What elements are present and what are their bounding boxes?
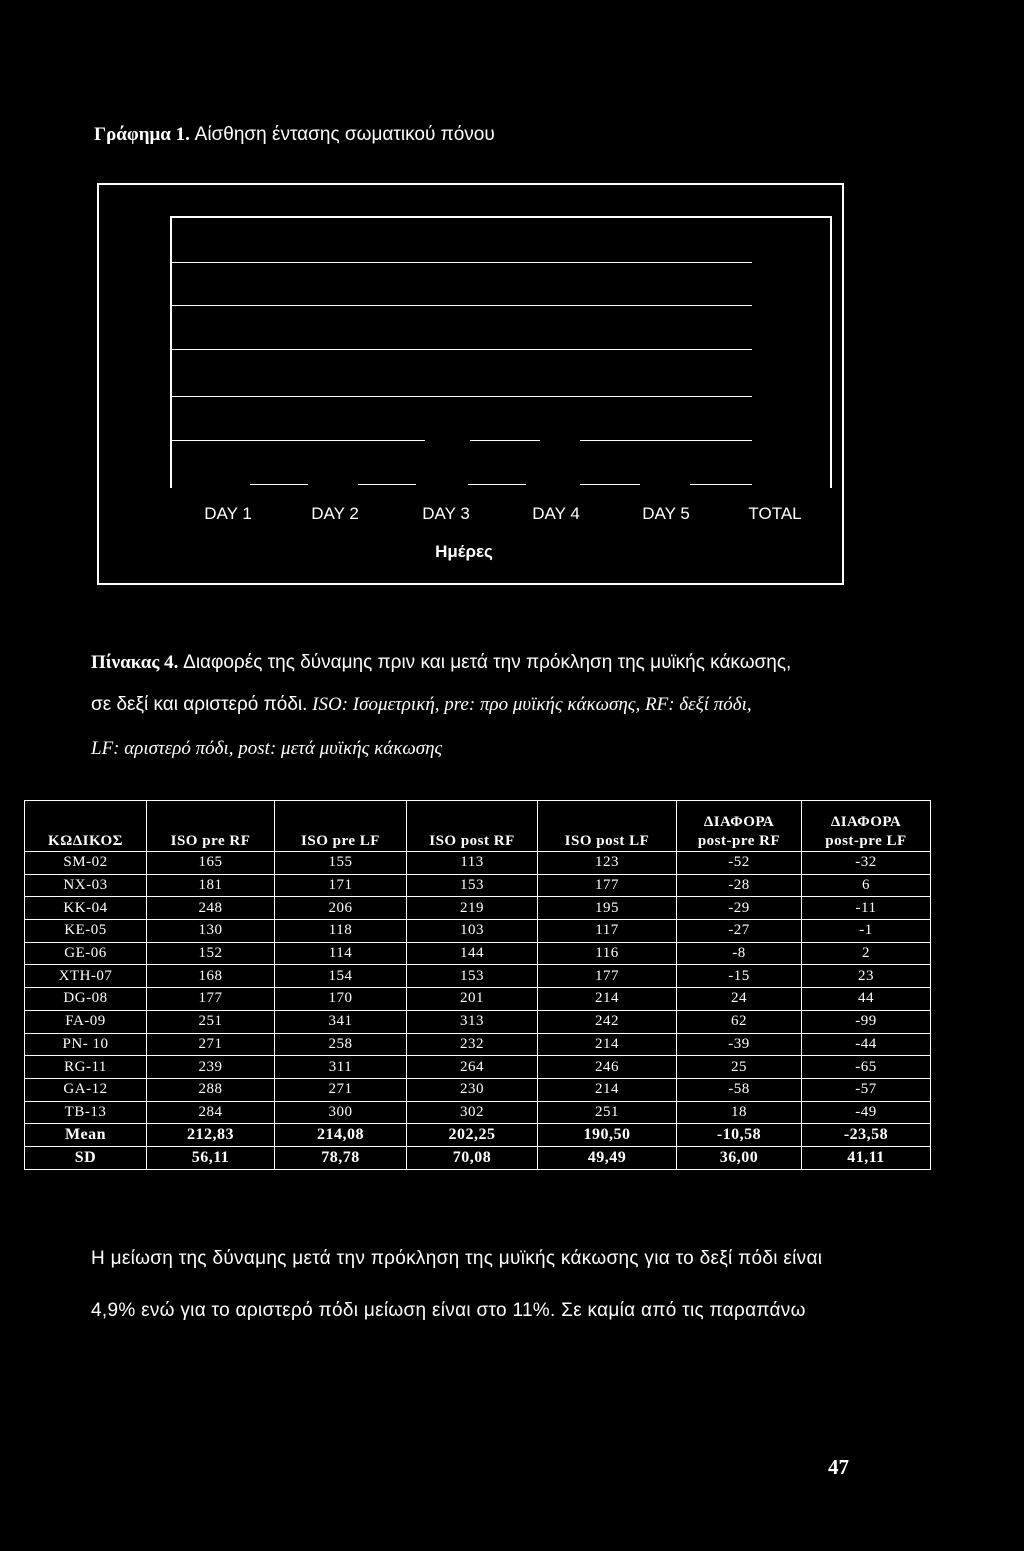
x-tick-label: TOTAL — [748, 504, 802, 523]
gridline — [468, 484, 526, 485]
summary-label-cell: SD — [25, 1147, 147, 1170]
value-cell: -29 — [677, 897, 802, 920]
page-number: 47 — [828, 1455, 849, 1479]
table-row — [25, 1010, 931, 1033]
value-cell: 248 — [147, 897, 275, 920]
table-caption-abbrev: ISO: Ισομετρική, pre: προ μυϊκής κάκωσης, RF: δεξί πόδι, — [312, 694, 752, 715]
value-cell: 288 — [147, 1078, 275, 1101]
subject-code-cell: GA-12 — [25, 1078, 147, 1101]
value-cell: -65 — [802, 1056, 931, 1079]
summary-value-cell: 190,50 — [538, 1124, 677, 1147]
column-header: ISO post LF — [538, 801, 677, 852]
value-cell: -1 — [802, 920, 931, 943]
x-axis-label: Ημέρες — [435, 542, 493, 561]
gridline — [250, 484, 308, 485]
value-cell: 171 — [275, 874, 407, 897]
table-row — [25, 942, 931, 965]
value-cell: 246 — [538, 1056, 677, 1079]
value-cell: 201 — [407, 988, 538, 1011]
value-cell: 116 — [538, 942, 677, 965]
summary-label-cell: Mean — [25, 1124, 147, 1147]
summary-value-cell: -23,58 — [802, 1124, 931, 1147]
summary-value-cell: 212,83 — [147, 1124, 275, 1147]
table-row — [25, 852, 931, 875]
table-row — [25, 874, 931, 897]
subject-code-cell: DG-08 — [25, 988, 147, 1011]
subject-code-cell: FA-09 — [25, 1010, 147, 1033]
header-line: ΔΙΑΦΟΡΑ — [830, 814, 902, 830]
value-cell: -15 — [677, 965, 802, 988]
value-cell: -57 — [802, 1078, 931, 1101]
table-caption-line1 — [91, 652, 791, 674]
column-header — [802, 801, 931, 852]
figure-caption — [94, 124, 495, 146]
chart-plot-area — [170, 216, 832, 488]
header-line: ΔΙΑΦΟΡΑ — [703, 814, 775, 830]
column-header: ISO pre LF — [275, 801, 407, 852]
value-cell: 258 — [275, 1033, 407, 1056]
value-cell: 155 — [275, 852, 407, 875]
value-cell: 103 — [407, 920, 538, 943]
summary-row — [25, 1147, 931, 1170]
header-line: post-pre LF — [825, 833, 907, 849]
table-caption-line3: LF: αριστερό πόδι, post: μετά μυϊκής κάκωσης — [91, 738, 443, 759]
table-row — [25, 1101, 931, 1124]
summary-row — [25, 1124, 931, 1147]
value-cell: 62 — [677, 1010, 802, 1033]
value-cell: -49 — [802, 1101, 931, 1124]
x-tick-label: DAY 4 — [532, 504, 580, 523]
subject-code-cell: KK-04 — [25, 897, 147, 920]
paragraph-line: 4,9% ενώ για το αριστερό πόδι μείωση είναι στο 11%. Σε καμία από τις παραπάνω — [91, 1300, 806, 1321]
value-cell: -99 — [802, 1010, 931, 1033]
subject-code-cell: NX-03 — [25, 874, 147, 897]
value-cell: 23 — [802, 965, 931, 988]
gridline — [580, 484, 640, 485]
value-cell: 123 — [538, 852, 677, 875]
x-tick-label: DAY 1 — [204, 504, 252, 523]
gridline — [170, 349, 752, 350]
value-cell: 271 — [147, 1033, 275, 1056]
value-cell: 214 — [538, 1078, 677, 1101]
value-cell: 284 — [147, 1101, 275, 1124]
table-row — [25, 920, 931, 943]
subject-code-cell: SM-02 — [25, 852, 147, 875]
table-row — [25, 1078, 931, 1101]
value-cell: -44 — [802, 1033, 931, 1056]
value-cell: -52 — [677, 852, 802, 875]
value-cell: 239 — [147, 1056, 275, 1079]
subject-code-cell: KE-05 — [25, 920, 147, 943]
gridline — [358, 484, 416, 485]
summary-value-cell: 202,25 — [407, 1124, 538, 1147]
summary-value-cell: 214,08 — [275, 1124, 407, 1147]
subject-code-cell: TB-13 — [25, 1101, 147, 1124]
value-cell: 181 — [147, 874, 275, 897]
gridline — [690, 484, 752, 485]
value-cell: -11 — [802, 897, 931, 920]
value-cell: 177 — [147, 988, 275, 1011]
value-cell: 195 — [538, 897, 677, 920]
value-cell: 214 — [538, 1033, 677, 1056]
value-cell: 144 — [407, 942, 538, 965]
header-line: post-pre RF — [697, 833, 781, 849]
gridline — [170, 396, 752, 397]
table-row — [25, 965, 931, 988]
value-cell: 44 — [802, 988, 931, 1011]
value-cell: 302 — [407, 1101, 538, 1124]
subject-code-cell: PN- 10 — [25, 1033, 147, 1056]
value-cell: 313 — [407, 1010, 538, 1033]
summary-value-cell: 36,00 — [677, 1147, 802, 1170]
value-cell: 118 — [275, 920, 407, 943]
value-cell: 154 — [275, 965, 407, 988]
value-cell: 152 — [147, 942, 275, 965]
figure-title: Αίσθηση έντασης σωματικού πόνου — [194, 124, 495, 145]
figure-label: Γράφημα 1. — [94, 124, 190, 145]
summary-value-cell: 78,78 — [275, 1147, 407, 1170]
value-cell: 24 — [677, 988, 802, 1011]
x-tick-label: DAY 5 — [642, 504, 690, 523]
table-caption-text: σε δεξί και αριστερό πόδι. — [91, 694, 308, 715]
value-cell: 177 — [538, 874, 677, 897]
summary-value-cell: 56,11 — [147, 1147, 275, 1170]
value-cell: -28 — [677, 874, 802, 897]
value-cell: 251 — [147, 1010, 275, 1033]
table-caption-text: Διαφορές της δύναμης πριν και μετά την πρόκληση της μυϊκής κάκωσης, — [183, 652, 792, 673]
value-cell: 6 — [802, 874, 931, 897]
value-cell: -32 — [802, 852, 931, 875]
force-difference-table — [24, 800, 931, 1170]
summary-value-cell: -10,58 — [677, 1124, 802, 1147]
gridline — [580, 440, 752, 441]
value-cell: 206 — [275, 897, 407, 920]
value-cell: 18 — [677, 1101, 802, 1124]
value-cell: 130 — [147, 920, 275, 943]
value-cell: 25 — [677, 1056, 802, 1079]
value-cell: 232 — [407, 1033, 538, 1056]
table-row — [25, 1033, 931, 1056]
column-header: ISO pre RF — [147, 801, 275, 852]
value-cell: 153 — [407, 965, 538, 988]
value-cell: 311 — [275, 1056, 407, 1079]
column-header: ISO post RF — [407, 801, 538, 852]
table-label: Πίνακας 4. — [91, 652, 179, 673]
value-cell: 153 — [407, 874, 538, 897]
value-cell: 165 — [147, 852, 275, 875]
gridline — [170, 262, 752, 263]
summary-value-cell: 41,11 — [802, 1147, 931, 1170]
column-header — [677, 801, 802, 852]
x-tick-label: DAY 2 — [311, 504, 359, 523]
value-cell: -8 — [677, 942, 802, 965]
value-cell: 230 — [407, 1078, 538, 1101]
value-cell: -39 — [677, 1033, 802, 1056]
gridline — [470, 440, 540, 441]
gridline — [170, 305, 752, 306]
value-cell: 242 — [538, 1010, 677, 1033]
value-cell: 114 — [275, 942, 407, 965]
value-cell: 341 — [275, 1010, 407, 1033]
table-row — [25, 1056, 931, 1079]
subject-code-cell: XTH-07 — [25, 965, 147, 988]
value-cell: 113 — [407, 852, 538, 875]
subject-code-cell: RG-11 — [25, 1056, 147, 1079]
x-tick-label: DAY 3 — [422, 504, 470, 523]
table-header-row — [25, 801, 931, 852]
paragraph-line: Η μείωση της δύναμης μετά την πρόκληση της μυϊκής κάκωσης για το δεξί πόδι είναι — [91, 1248, 823, 1269]
value-cell: 2 — [802, 942, 931, 965]
value-cell: 251 — [538, 1101, 677, 1124]
value-cell: -58 — [677, 1078, 802, 1101]
table-caption-line2 — [91, 694, 752, 716]
value-cell: 300 — [275, 1101, 407, 1124]
summary-value-cell: 49,49 — [538, 1147, 677, 1170]
subject-code-cell: GE-06 — [25, 942, 147, 965]
value-cell: 177 — [538, 965, 677, 988]
table-row — [25, 897, 931, 920]
column-header: ΚΩΔΙΚΟΣ — [25, 801, 147, 852]
value-cell: 168 — [147, 965, 275, 988]
value-cell: 170 — [275, 988, 407, 1011]
table-row — [25, 988, 931, 1011]
value-cell: 264 — [407, 1056, 538, 1079]
gridline — [170, 440, 425, 441]
summary-value-cell: 70,08 — [407, 1147, 538, 1170]
value-cell: -27 — [677, 920, 802, 943]
value-cell: 271 — [275, 1078, 407, 1101]
value-cell: 117 — [538, 920, 677, 943]
value-cell: 214 — [538, 988, 677, 1011]
value-cell: 219 — [407, 897, 538, 920]
